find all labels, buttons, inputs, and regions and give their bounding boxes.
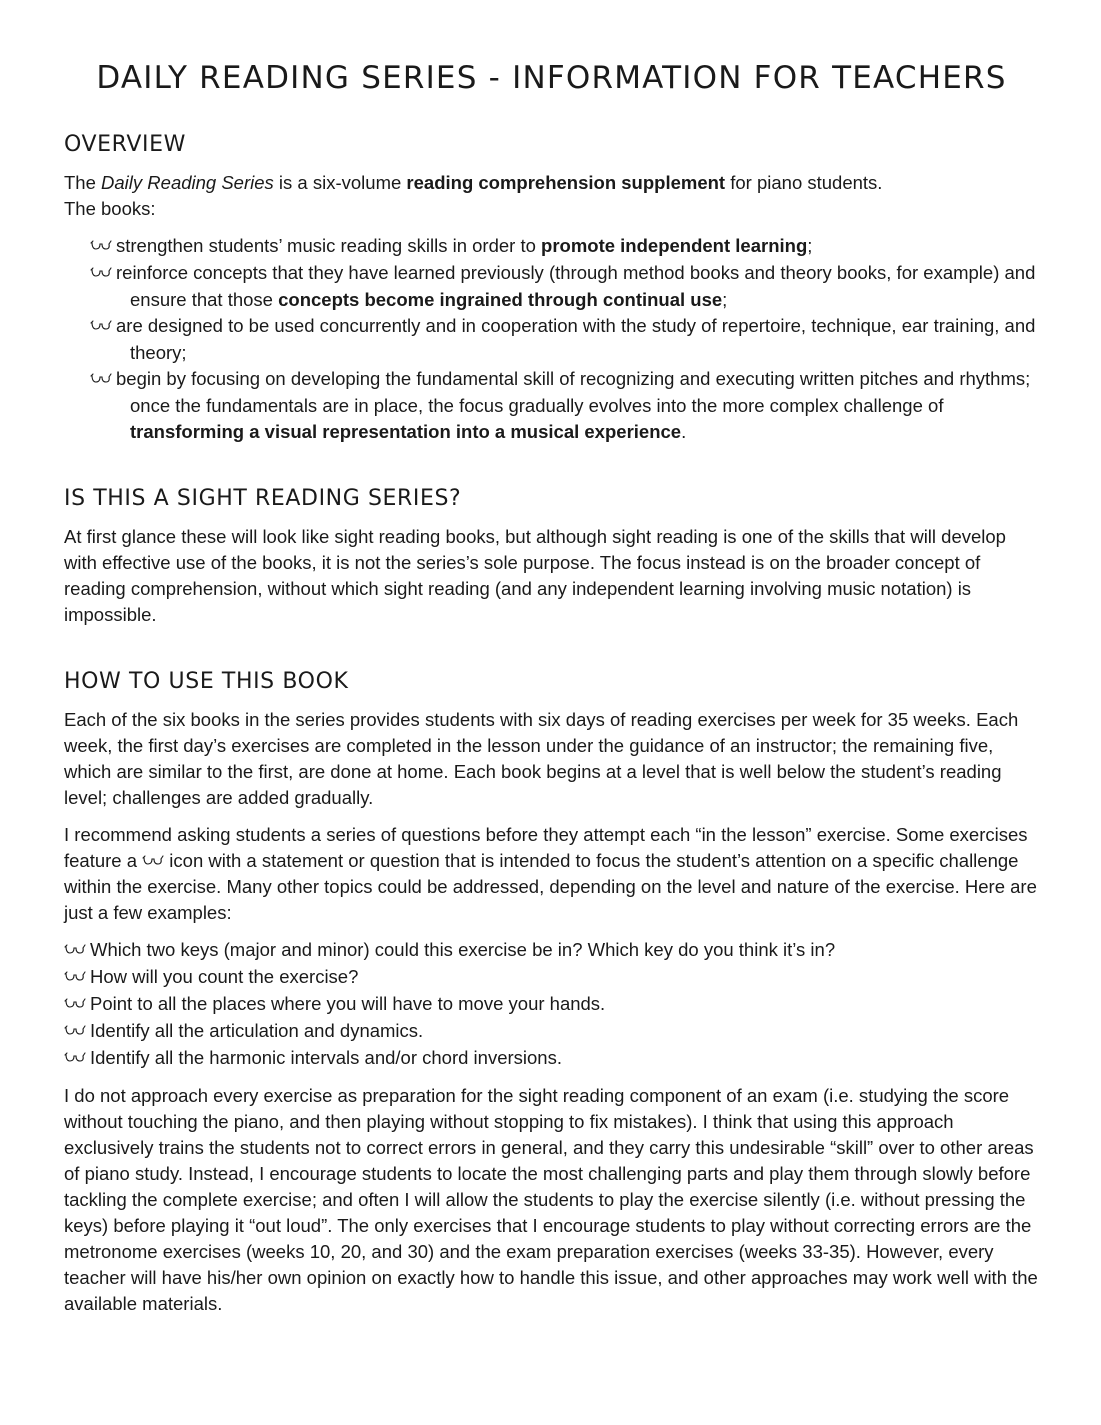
- how-to-use-paragraph-2: I recommend asking students a series of questions before they attempt each “in the lesson” exercise. Some exercises feature a icon with a statement or question that is intended to focus the student’s attention on a specific challenge within the exercise. Many other topics could be addressed, depending on the level and nature of the exercise. Here are just a few examples:: [64, 824, 1037, 923]
- sight-reading-body: At first glance these will look like sight reading books, but although sight reading is one of the skills that will develop with effective use of the books, it is not the series’s sole purpose. The focus instead is on the broader concept of reading comprehension, without which sight reading (and any independent learning involving music notation) is impossible.: [64, 526, 1006, 625]
- list-item: begin by focusing on developing the fundamental skill of recognizing and executing written pitches and rhythms; once the fundamentals are in place, the focus gradually evolves into the more complex challenge of transforming a visual representation into a musical experience.: [64, 366, 1039, 445]
- how-to-use-heading: HOW TO USE THIS BOOK: [64, 669, 349, 694]
- eyeglasses-icon: [90, 261, 116, 287]
- list-item: reinforce concepts that they have learned previously (through method books and theory books, for example) and ensure that those concepts become ingrained through continual use;: [64, 260, 1039, 313]
- eyeglasses-icon: [64, 965, 90, 991]
- list-item: are designed to be used concurrently and in cooperation with the study of repertoire, technique, ear training, and theory;: [64, 313, 1039, 366]
- eyeglasses-icon: [64, 1046, 90, 1072]
- eyeglasses-icon: [90, 314, 116, 340]
- list-item: Which two keys (major and minor) could this exercise be in? Which key do you think it’s in?: [64, 937, 1039, 964]
- how-to-use-paragraph-3: I do not approach every exercise as preparation for the sight reading component of an exam (i.e. studying the score without touching the piano, and then playing without stopping to fix mistakes). I think that using this approach exclusively trains the students not to correct errors in general, and they carry this undesirable “skill” over to other areas of piano study. Instead, I encourage students to locate the most challenging parts and play them through slowly before tackling the complete exercise; and often I will allow the students to play the exercise silently (i.e. without pressing the keys) before playing it “out loud”. The only exercises that I encourage students to play without correcting errors are the metronome exercises (weeks 10, 20, and 30) and the exam preparation exercises (weeks 33-35). However, every teacher will have his/her own opinion on exactly how to handle this issue, and other approaches may work well with the available materials.: [64, 1085, 1038, 1314]
- overview-bullet-list: [64, 233, 1039, 445]
- how-to-use-paragraph-1: Each of the six books in the series provides students with six days of reading exercises per week for 35 weeks. Each week, the first day’s exercises are completed in the lesson under the guidance of an instructor; the remaining five, which are similar to the first, are done at home. Each book begins at a level that is well below the student’s reading level; challenges are added gradually.: [64, 709, 1019, 808]
- example-questions-list: [64, 937, 1039, 1072]
- eyeglasses-icon: [90, 367, 116, 393]
- list-item: Identify all the harmonic intervals and/or chord inversions.: [64, 1045, 1039, 1072]
- eyeglasses-icon: [64, 992, 90, 1018]
- eyeglasses-icon: [64, 1019, 90, 1045]
- page-title: DAILY READING SERIES - INFORMATION FOR TEACHERS: [96, 60, 1007, 96]
- list-item: Point to all the places where you will have to move your hands.: [64, 991, 1039, 1018]
- list-item: How will you count the exercise?: [64, 964, 1039, 991]
- list-item: Identify all the articulation and dynamics.: [64, 1018, 1039, 1045]
- eyeglasses-icon: [90, 234, 116, 260]
- overview-intro: The Daily Reading Series is a six-volume reading comprehension supplement for piano students. The books:: [64, 172, 883, 219]
- eyeglasses-icon: [64, 938, 90, 964]
- document-page: [64, 56, 1039, 1317]
- overview-heading: OVERVIEW: [64, 132, 186, 157]
- sight-reading-heading: IS THIS A SIGHT READING SERIES?: [64, 486, 462, 511]
- eyeglasses-icon: [142, 850, 164, 871]
- list-item: strengthen students’ music reading skills in order to promote independent learning;: [64, 233, 1039, 260]
